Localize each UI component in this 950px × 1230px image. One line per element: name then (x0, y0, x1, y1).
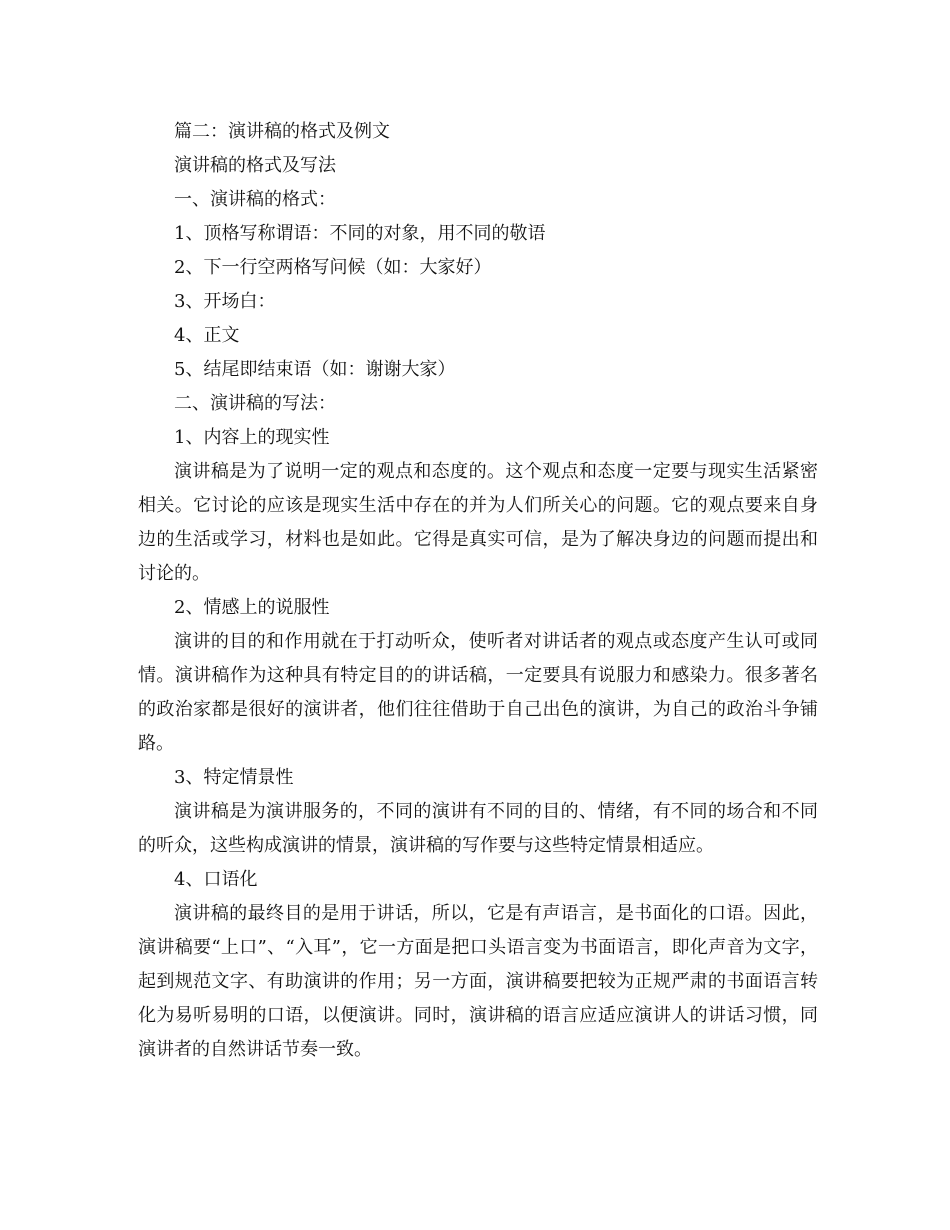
body-paragraph: 演讲稿是为了说明一定的观点和态度的。这个观点和态度一定要与现实生活紧密相关。它讨论的应该是现实生活中存在的并为人们所关心的问题。它的观点要来自身边的生活或学习，材料也是如此。它得是真实可信，是为了解决身边的问题而提出和讨论的。 (138, 461, 818, 584)
body-paragraph: 演讲的目的和作用就在于打动听众，使听者对讲话者的观点或态度产生认可或同情。演讲稿作为这种具有特定目的的讲话稿，一定要具有说服力和感染力。很多著名的政治家都是很好的演讲者，他们往往借助于自己出色的演讲，为自己的政治斗争铺路。 (138, 631, 818, 754)
list-item: 4、正文 (174, 325, 240, 346)
list-item: 2、下一行空两格写问候（如：大家好） (174, 257, 492, 278)
subtitle: 演讲稿的格式及写法 (174, 155, 336, 176)
heading-writing: 二、演讲稿的写法： (174, 393, 336, 414)
body-paragraph: 演讲稿的最终目的是用于讲话，所以，它是有声语言，是书面化的口语。因此，演讲稿要“上口”、“入耳”，它一方面是把口头语言变为书面语言，即化声音为文字，起到规范文字、有助演讲的作用；另一方面，演讲稿要把较为正规严肃的书面语言转化为易听易明的口语，以便演讲。同时，演讲稿的语言应适应演讲人的讲话习惯，同演讲者的自然讲话节奏一致。 (138, 903, 818, 1060)
subheading: 1、内容上的现实性 (174, 427, 330, 448)
body-paragraph: 演讲稿是为演讲服务的，不同的演讲有不同的目的、情绪，有不同的场合和不同的听众，这些构成演讲的情景，演讲稿的写作要与这些特定情景相适应。 (138, 801, 818, 856)
subheading: 4、口语化 (174, 869, 258, 890)
document-body (138, 115, 818, 1067)
subheading: 2、情感上的说服性 (174, 597, 330, 618)
list-item: 5、结尾即结束语（如：谢谢大家） (174, 359, 456, 380)
list-item: 3、开场白： (174, 291, 276, 312)
heading-format: 一、演讲稿的格式： (174, 189, 336, 210)
subheading: 3、特定情景性 (174, 767, 294, 788)
section-title: 篇二：演讲稿的格式及例文 (174, 121, 390, 142)
list-item: 1、顶格写称谓语：不同的对象，用不同的敬语 (174, 223, 546, 244)
